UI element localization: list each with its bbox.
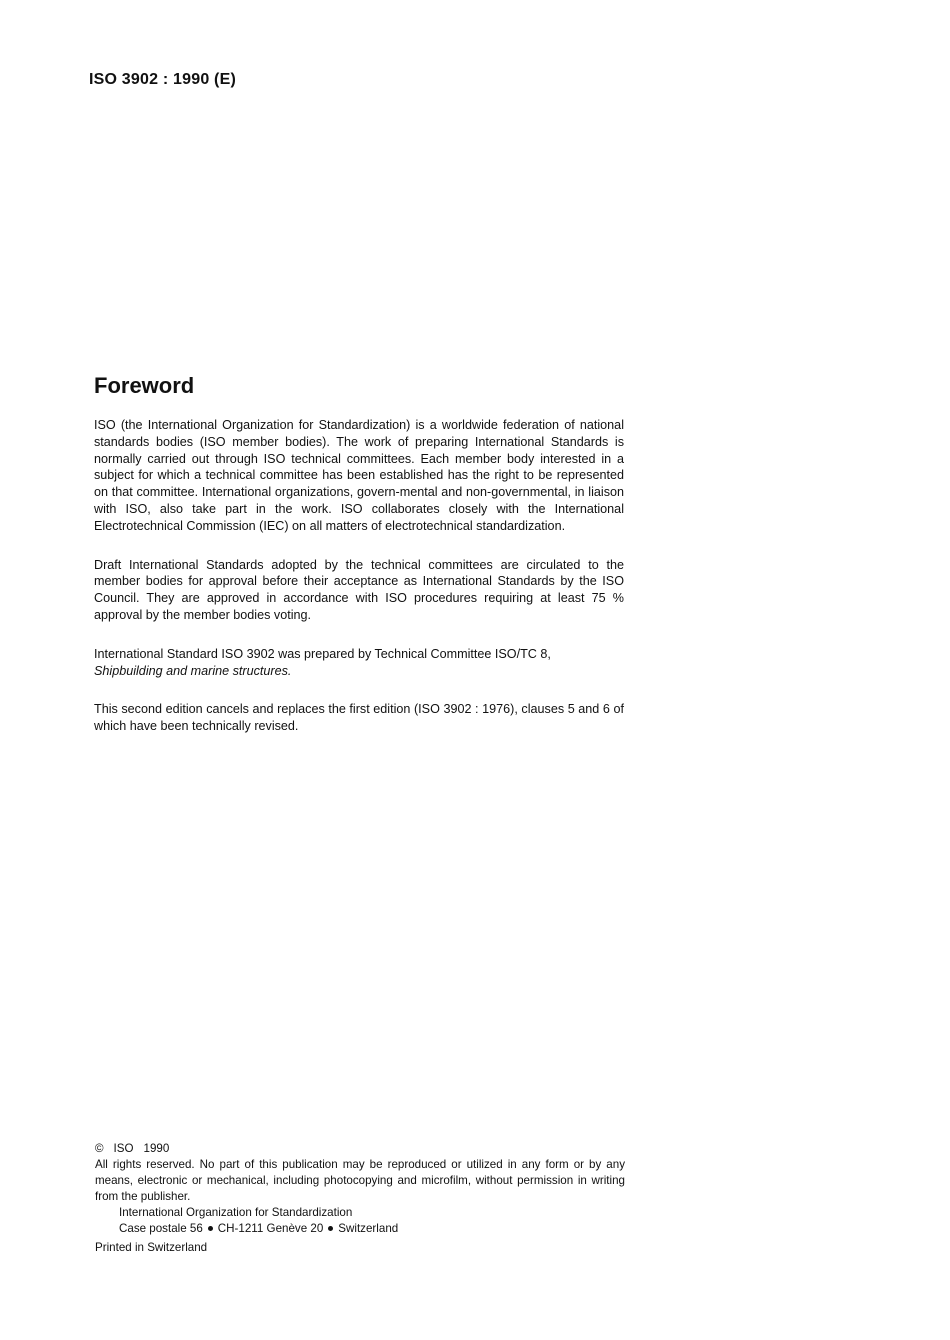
rights-statement: All rights reserved. No part of this publication may be reproduced or utilized in any form or by any means, electronic or mechanical, including photocopying and microfilm, without permission in writing from the publisher. xyxy=(95,1158,625,1203)
bullet-icon xyxy=(208,1226,213,1231)
document-header: ISO 3902 : 1990 (E) xyxy=(89,71,236,88)
committee-title: Shipbuilding and marine structures. xyxy=(94,663,292,678)
bullet-icon xyxy=(328,1226,333,1231)
copyright-year: 1990 xyxy=(143,1142,170,1155)
foreword-title: Foreword xyxy=(94,373,195,398)
foreword-paragraph-4: This second edition cancels and replaces the first edition (ISO 3902 : 1976), clauses 5 and 6 of which have been technically revised. xyxy=(94,702,624,734)
copyright-org: ISO xyxy=(113,1142,134,1155)
address-city: CH-1211 Genève 20 xyxy=(217,1222,324,1235)
copyright-block xyxy=(95,1141,625,1256)
foreword-paragraph-3-text: International Standard ISO 3902 was prepared by Technical Committee ISO/TC 8, xyxy=(94,646,551,661)
address-country: Switzerland xyxy=(338,1222,399,1235)
foreword-paragraph-2: Draft International Standards adopted by the technical committees are circulated to the member bodies for approval before their acceptance as International Standards by the ISO Council. They are approved in accordance with ISO procedures requiring at least 75 % approval by the member bodies voting. xyxy=(94,557,624,622)
publisher-name: International Organization for Standardization xyxy=(119,1206,353,1219)
foreword-section xyxy=(94,372,624,757)
foreword-paragraph-3 xyxy=(94,646,624,680)
foreword-paragraph-1: ISO (the International Organization for Standardization) is a worldwide federation of national standards bodies (ISO member bodies). The work of preparing International Standards is normally carried out through ISO technical committees. Each member body interested in a subject for which a technical committee has been established has the right to be represented on that committee. International organizations, govern-mental and non-governmental, in liaison with ISO, also take part in the work. ISO collaborates closely with the International Electrotechnical Commission (IEC) on all matters of electrotechnical standardization. xyxy=(94,418,624,533)
copyright-symbol: © xyxy=(95,1142,104,1155)
copyright-line xyxy=(95,1141,625,1157)
printed-in: Printed in Switzerland xyxy=(95,1241,208,1254)
address-postbox: Case postale 56 xyxy=(119,1222,203,1235)
publisher-address xyxy=(95,1221,625,1237)
